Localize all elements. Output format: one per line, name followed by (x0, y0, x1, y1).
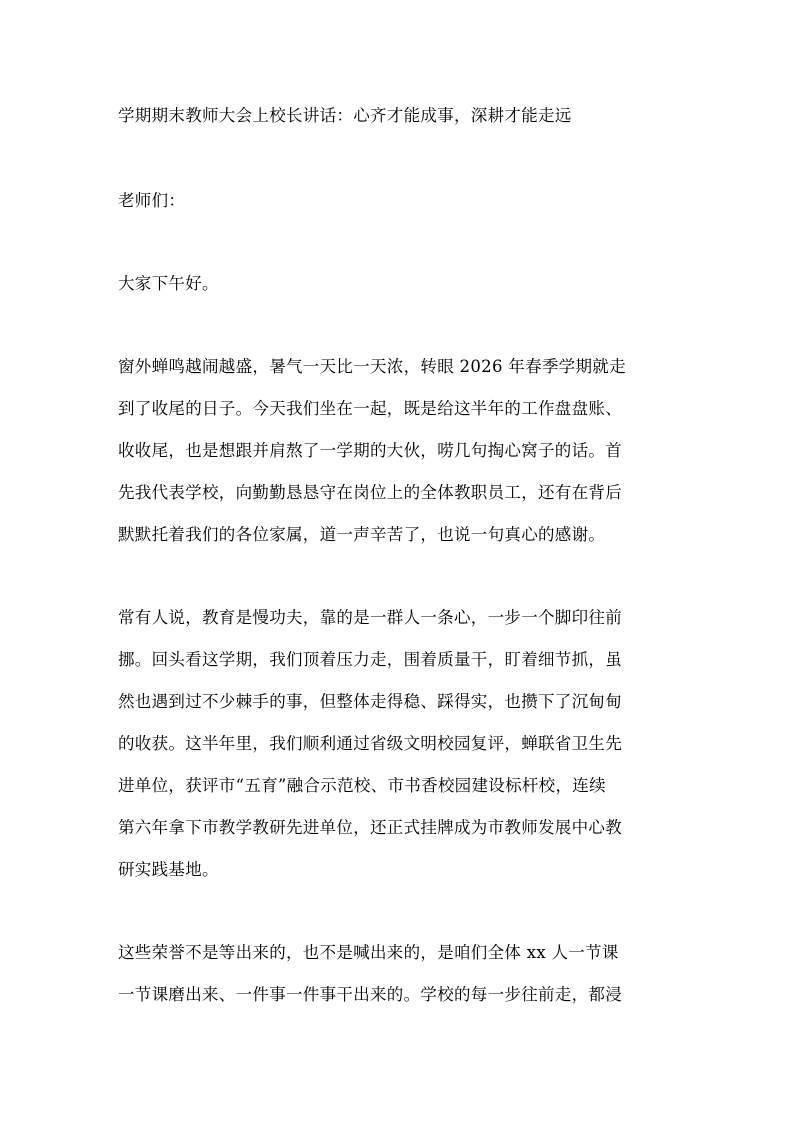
paragraph-line: 到了收尾的日子。今天我们坐在一起，既是给这半年的工作盘盘账、 (118, 399, 622, 418)
paragraph-line: 挪。回头看这学期，我们顶着压力走，围着质量干，盯着细节抓，虽 (118, 650, 622, 669)
salutation: 老师们： (118, 191, 186, 210)
paragraph-line: 然也遇到过不少棘手的事，但整体走得稳、踩得实，也攒下了沉甸甸 (118, 692, 622, 711)
paragraph-line: 一节课磨出来、一件事一件事干出来的。学校的每一步往前走，都浸 (118, 985, 622, 1004)
document-title: 学期期末教师大会上校长讲话：心齐才能成事，深耕才能走远 (118, 106, 572, 125)
paragraph-line: 默默托着我们的各位家属，道一声辛苦了，也说一句真心的感谢。 (118, 525, 606, 544)
paragraph-line: 第六年拿下市教学教研先进单位，还正式挂牌成为市教师发展中心教 (118, 818, 622, 837)
paragraph-line: 收收尾，也是想跟并肩熬了一学期的大伙，唠几句掏心窝子的话。首 (118, 441, 622, 460)
paragraph-line: 的收获。这半年里，我们顺利通过省级文明校园复评，蝉联省卫生先 (118, 734, 622, 753)
paragraph-line: 进单位，获评市“五育”融合示范校、市书香校园建设标杆校，连续 (118, 776, 606, 795)
greeting: 大家下午好。 (118, 274, 219, 293)
paragraph-line: 这些荣誉不是等出来的，也不是喊出来的，是咱们全体 xx 人一节课 (118, 943, 619, 962)
paragraph-line: 常有人说，教育是慢功夫，靠的是一群人一条心，一步一个脚印往前 (118, 608, 622, 627)
paragraph-line: 先我代表学校，向勤勤恳恳守在岗位上的全体教职员工，还有在背后 (118, 483, 622, 502)
paragraph-line: 窗外蝉鸣越闹越盛，暑气一天比一天浓，转眼 2026 年春季学期就走 (118, 357, 626, 376)
paragraph-line: 研实践基地。 (118, 860, 219, 879)
